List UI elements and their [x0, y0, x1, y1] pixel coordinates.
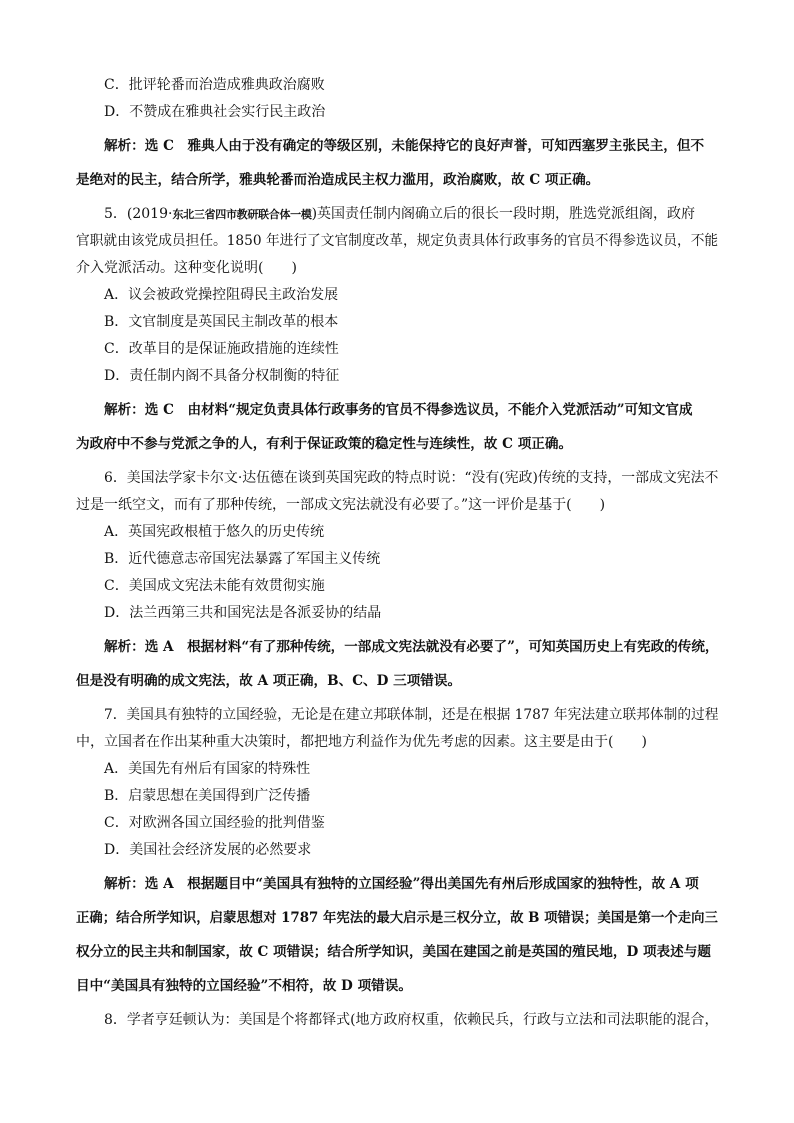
q7-analysis-line-4: 目中“美国具有独特的立国经验”不相符，故 D 项错误。	[76, 978, 412, 994]
q5-option-a: A．议会被政党操控阻碍民主政治发展	[104, 287, 339, 303]
q6-option-d: D．法兰西第三共和国宪法是各派妥协的结晶	[104, 605, 382, 621]
q6-option-a: A．英国宪政根植于悠久的历史传统	[104, 524, 325, 540]
q7-analysis-line-3: 权分立的民主共和制国家，故 C 项错误；结合所学知识，美国在建国之前是英国的殖民地，D 项表述与题	[76, 944, 711, 960]
q5-stem-line-3: 介入党派活动。这种变化说明( )	[76, 260, 297, 276]
q5-option-c: C．改革目的是保证施政措施的连续性	[104, 341, 339, 357]
q6-stem-line-2: 过是一纸空文，而有了那种传统，一部成文宪法就没有必要了。”这一评价是基于( )	[76, 497, 606, 513]
q5-number: 5．(2019·	[104, 206, 173, 222]
q7-stem-line-2: 中，立国者在作出某种重大决策时，都把地方利益作为优先考虑的因素。这主要是由于( )	[76, 734, 647, 750]
q8-stem-line-1: 8．学者亨廷顿认为：美国是个将都铎式(地方政府权重，依赖民兵，行政与立法和司法职能的混合，	[104, 1012, 719, 1028]
q5-stem-line-2: 官职就由该党成员担任。1850 年进行了文官制度改革，规定负责具体行政事务的官员不得参选议员，不能	[76, 233, 719, 249]
q5-stem-rest: )英国责任制内阁确立后的很长一段时期，胜选党派组阁，政府	[311, 206, 696, 222]
q4-option-d: D．不赞成在雅典社会实行民主政治	[104, 104, 326, 120]
q6-option-c: C．美国成文宪法未能有效贯彻实施	[104, 578, 325, 594]
q4-analysis-line-1: 解析：选 C 雅典人由于没有确定的等级区别，未能保持它的良好声誉，可知西塞罗主张民主，但不	[104, 138, 705, 154]
q7-analysis-line-1: 解析：选 A 根据题目中“美国具有独特的立国经验”得出美国先有州后形成国家的独特性，故 A 项	[104, 876, 699, 892]
q6-analysis-line-2: 但是没有明确的成文宪法，故 A 项正确，B、C、D 三项错误。	[76, 673, 462, 689]
q6-stem-line-1: 6．美国法学家卡尔文·达伍德在谈到英国宪政的特点时说：“没有(宪政)传统的支持，一部成文宪法不	[104, 470, 719, 486]
q5-source: 东北三省四市教研联合体一模	[172, 208, 312, 221]
q6-analysis-line-1: 解析：选 A 根据材料“有了那种传统，一部成文宪法就没有必要了”，可知英国历史上有宪政的传统，	[104, 639, 719, 655]
q5-stem-line-1	[104, 204, 695, 225]
q7-option-c: C．对欧洲各国立国经验的批判借鉴	[104, 815, 325, 831]
q5-option-d: D．责任制内阁不具备分权制衡的特征	[104, 368, 340, 384]
q5-option-b: B．文官制度是英国民主制改革的根本	[104, 314, 339, 330]
q7-option-b: B．启蒙思想在美国得到广泛传播	[104, 788, 311, 804]
q7-option-d: D．美国社会经济发展的必然要求	[104, 842, 312, 858]
q5-analysis-line-2: 为政府中不参与党派之争的人，有利于保证政策的稳定性与连续性，故 C 项正确。	[76, 436, 573, 452]
q7-stem-line-1: 7．美国具有独特的立国经验，无论是在建立邦联体制，还是在根据 1787 年宪法建立联邦体制的过程	[104, 707, 719, 723]
q4-option-c: C．批评轮番而治造成雅典政治腐败	[104, 77, 325, 93]
q7-option-a: A．美国先有州后有国家的特殊性	[104, 761, 311, 777]
q5-analysis-line-1: 解析：选 C 由材料“规定负责具体行政事务的官员不得参选议员，不能介入党派活动”可知文官成	[104, 402, 693, 418]
q6-option-b: B．近代德意志帝国宪法暴露了军国主义传统	[104, 551, 381, 567]
q4-analysis-line-2: 是绝对的民主，结合所学，雅典轮番而治造成民主权力滥用，政治腐败，故 C 项正确。	[76, 172, 600, 188]
q7-analysis-line-2: 正确；结合所学知识，启蒙思想对 1787 年宪法的最大启示是三权分立，故 B 项错误；美国是第一个走向三	[76, 910, 718, 926]
